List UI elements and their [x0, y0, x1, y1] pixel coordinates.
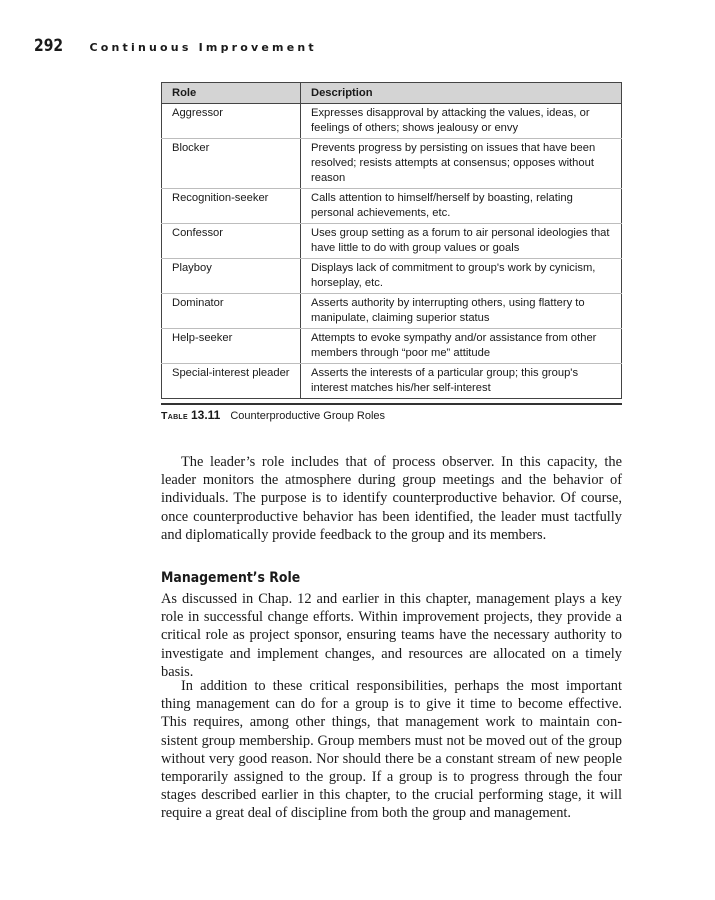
- role-cell: Playboy: [162, 259, 301, 294]
- paragraph-process-observer: The leader’s role includes that of process observer. In this capacity, the leader monitors the atmosphere during group meetings and the behavior of individuals. The purpose is to identify counterproductive behavior. Of course, once counterproductive behavior has been identified, the leader must tactfully and diplomatically provide feedback to the group and its members.: [161, 454, 622, 543]
- table-header-row: [162, 83, 622, 104]
- caption-number: 13.11: [190, 408, 221, 422]
- table-row: [162, 364, 622, 399]
- description-cell: Displays lack of commitment to group's work by cynicism, horseplay, etc.: [301, 259, 622, 294]
- table-row: [162, 189, 622, 224]
- description-cell: Prevents progress by persisting on issues that have been resolved; resists attempts at consensus; opposes without reason: [301, 139, 622, 189]
- role-cell: Dominator: [162, 294, 301, 329]
- table-row: [162, 294, 622, 329]
- table-row: [162, 139, 622, 189]
- role-cell: Blocker: [162, 139, 301, 189]
- page-number: 292: [34, 36, 64, 56]
- table-row: [162, 104, 622, 139]
- running-head: [34, 36, 684, 60]
- table-caption: [161, 403, 622, 422]
- description-cell: Uses group setting as a forum to air personal ideologies that have little to do with group values or goals: [301, 224, 622, 259]
- caption-label: Table: [161, 410, 188, 422]
- table-row: [162, 329, 622, 364]
- table-row: [162, 259, 622, 294]
- table-row: [162, 224, 622, 259]
- role-cell: Confessor: [162, 224, 301, 259]
- paragraph-management-role: As discussed in Chap. 12 and earlier in this chapter, management plays a key role in successful change efforts. Within improvement projects, they provide a critical role as project sponsor, ensuring teams have the necessary authority to investigate and implement changes, and resources are allocated on a timely basis.: [161, 591, 622, 680]
- section-heading: Management’s Role: [161, 570, 301, 586]
- paragraph-group-membership: In addition to these critical responsibilities, perhaps the most important thing management can do for a group is to give it time to become effective. This requires, among other things, that management work to maintain consistent group membership. Group members must not be moved out of the group without very good reason. Nor should there be a constant stream of new people temporarily assigned to the group. If a group is to progress through the four stages described earlier in this chapter, to the crucial performing stage, it will require a great deal of discipline from both the group and management.: [161, 678, 622, 822]
- column-header-role: Role: [162, 83, 301, 104]
- chapter-title: Continuous Improvement: [89, 41, 317, 54]
- description-cell: Calls attention to himself/herself by boasting, relating personal achievements, etc.: [301, 189, 622, 224]
- column-header-description: Description: [301, 83, 622, 104]
- description-cell: Expresses disapproval by attacking the values, ideas, or feelings of others; shows jealousy or envy: [301, 104, 622, 139]
- caption-text: Counterproductive Group Roles: [230, 410, 386, 422]
- role-cell: Aggressor: [162, 104, 301, 139]
- role-cell: Recognition-seeker: [162, 189, 301, 224]
- role-cell: Help-seeker: [162, 329, 301, 364]
- description-cell: Attempts to evoke sympathy and/or assistance from other members through “poor me” attitude: [301, 329, 622, 364]
- description-cell: Asserts the interests of a particular group; this group's interest matches his/her self-interest: [301, 364, 622, 399]
- role-cell: Special-interest pleader: [162, 364, 301, 399]
- counterproductive-roles-table: [161, 82, 622, 399]
- description-cell: Asserts authority by interrupting others, using flattery to manipulate, claiming superior status: [301, 294, 622, 329]
